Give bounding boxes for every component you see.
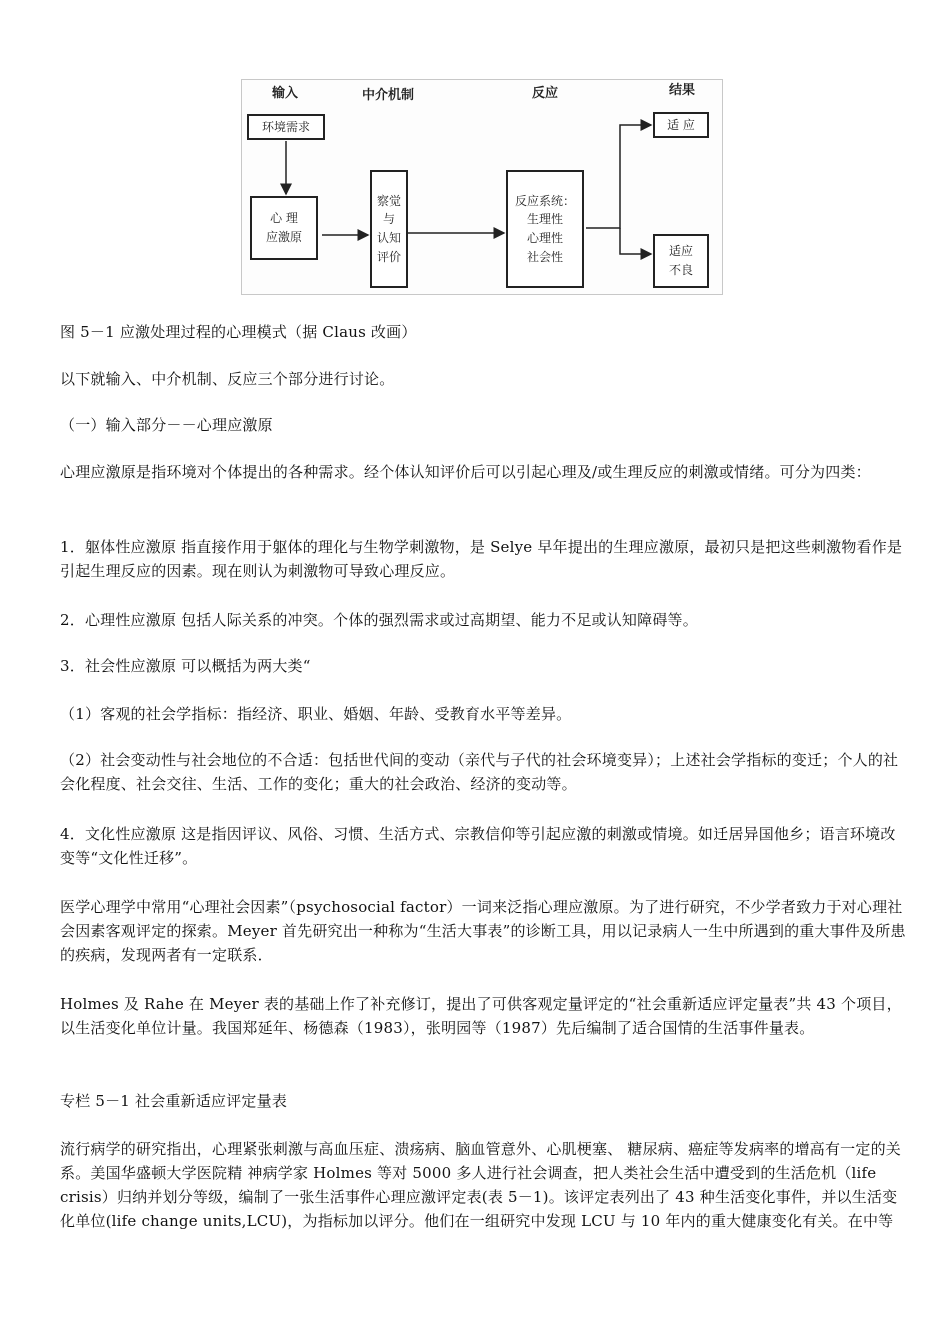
header-response: 反应 <box>532 86 559 101</box>
env-demand-box <box>247 114 325 140</box>
header-mediator: 中介机制 <box>362 88 415 103</box>
adapt-box <box>653 112 709 138</box>
maladapt-box <box>653 234 709 288</box>
paragraph-objective-indicators: （1）客观的社会学指标：指经济、职业、婚姻、年龄、受教育水平等差异。 <box>60 705 572 723</box>
stressor-label-1: 心 理 <box>270 211 298 226</box>
mediator-label-1: 察觉 <box>376 193 401 208</box>
paragraph-holmes-rahe: Holmes 及 Rahe 在 Meyer 表的基础上作了补充修订，提出了可供客观定量评定的“社会重新适应评定量表”共 43 个项目，以生活变化单位计量。我国郑延年、杨德森（1983），张明园等（1987）先后编制了适合国情的生活事件量表。 <box>60 995 902 1037</box>
stressor-box <box>250 196 318 260</box>
column-title: 专栏 5－1 社会重新适应评定量表 <box>60 1092 288 1110</box>
paragraph-cultural-stressor: 4．文化性应激原 这是指因评议、风俗、习惯、生活方式、宗教信仰等引起应激的刺激或情境。如迁居异国他乡；语言环境改变等“文化性迁移”。 <box>60 825 896 867</box>
diagram-arrows <box>242 80 722 294</box>
mediator-label-3: 认知 <box>376 231 401 245</box>
env-demand-label: 环境需求 <box>261 119 310 134</box>
mediator-label-4: 评价 <box>376 249 401 264</box>
stress-model-diagram <box>241 79 723 295</box>
maladapt-label-2: 不良 <box>668 263 693 277</box>
paragraph-psychosocial-factor: 医学心理学中常用“心理社会因素”（psychosocial factor）一词来泛指心理应激原。为了进行研究，不少学者致力于对心理社会因素客观评定的探索。Meyer 首先研究出一种称为“生活大事表”的诊断工具，用以记录病人一生中所遇到的重大事件及所患的疾病，发现两者有一定联系． <box>60 898 906 964</box>
mediator-box <box>370 170 408 288</box>
paragraph-epidemiology: 流行病学的研究指出，心理紧张刺激与高血压症、溃疡病、脑血管意外、心肌梗塞、 糖尿病、癌症等发病率的增高有一定的关系。美国华盛顿大学医院精 神病学家 Holmes 等对 5000 多人进行社会调查，把人类社会生活中遭受到的生活危机（life crisis）归纳并划分等级，编制了一张生活事件心理应激评定表(表 5－1)。该评定表列出了 43 种生活变化事件，并以生活变化单位(life change units,LCU)，为指标加以评分。他们在一组研究中发现 LCU 与 10 年内的重大健康变化有关。在中等 <box>60 1140 901 1230</box>
paragraph-stressor-definition: 心理应激原是指环境对个体提出的各种需求。经个体认知评价后可以引起心理及/或生理反应的刺激或情绪。可分为四类： <box>60 463 871 481</box>
response-label-1: 反应系统： <box>514 193 575 208</box>
header-outcome: 结果 <box>669 83 696 98</box>
paragraph-social-stressor: 3．社会性应激原 可以概括为两大类“ <box>60 657 311 675</box>
arrow-response-to-maladapt <box>620 228 651 254</box>
paragraph-physical-stressor: 1．躯体性应激原 指直接作用于躯体的理化与生物学刺激物，是 Selye 早年提出的生理应激原，最初只是把这些刺激物看作是引起生理反应的因素。现在则认为刺激物可导致心理反应。 <box>60 538 903 580</box>
arrow-response-to-adapt <box>586 125 651 228</box>
paragraph-social-change: （2）社会变动性与社会地位的不合适：包括世代间的变动（亲代与子代的社会环境变异）；上述社会学指标的变迁；个人的社会化程度、社会交往、生活、工作的变化；重大的社会政治、经济的变动等。 <box>60 751 899 793</box>
adapt-label: 适 应 <box>667 117 695 132</box>
response-label-3: 心理性 <box>526 231 563 245</box>
figure-caption: 图 5－1 应激处理过程的心理模式（据 Claus 改画） <box>60 323 417 341</box>
response-label-2: 生理性 <box>526 212 563 227</box>
response-box <box>506 170 584 288</box>
paragraph-psychological-stressor: 2．心理性应激原 包括人际关系的冲突。个体的强烈需求或过高期望、能力不足或认知障碍等。 <box>60 611 698 629</box>
stressor-label-2: 应激原 <box>265 230 302 244</box>
header-input: 输入 <box>272 86 299 101</box>
maladapt-label-1: 适应 <box>668 244 693 259</box>
response-label-4: 社会性 <box>526 249 563 264</box>
paragraph-intro: 以下就输入、中介机制、反应三个部分进行讨论。 <box>60 370 395 388</box>
mediator-label-2: 与 <box>382 212 395 227</box>
section-heading-input: （一）输入部分－－心理应激原 <box>60 416 273 434</box>
